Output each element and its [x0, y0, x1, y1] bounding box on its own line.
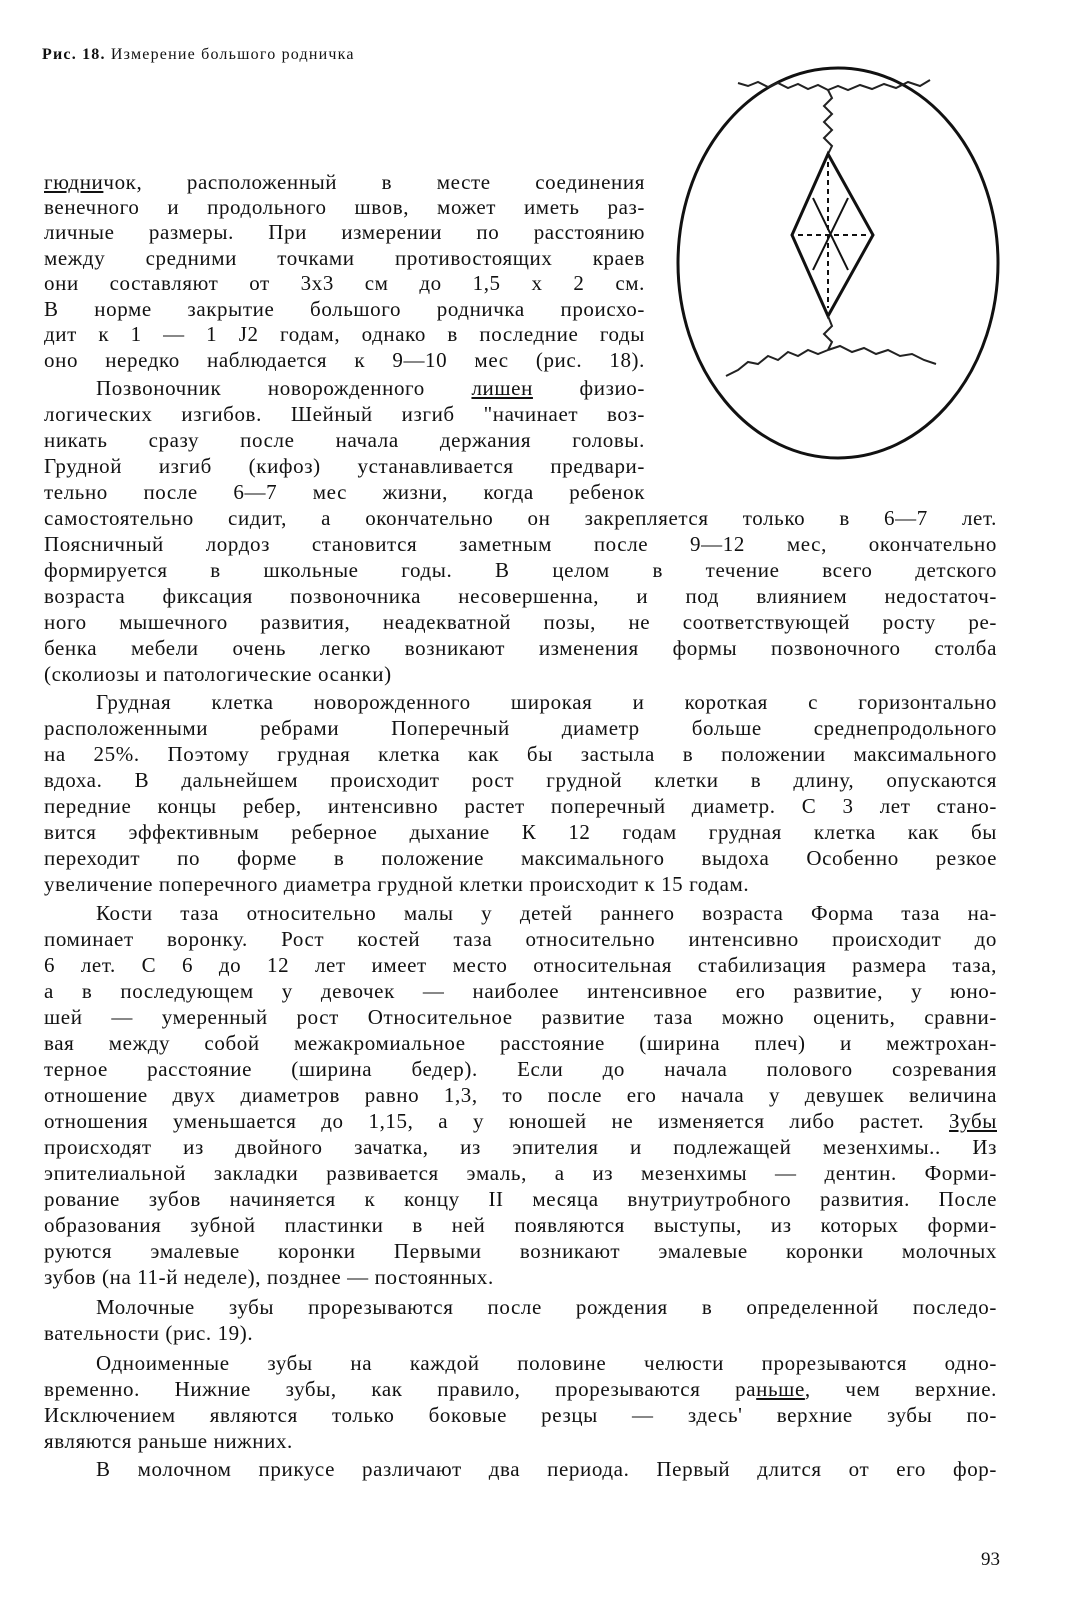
text-line	[44, 871, 997, 897]
text-line	[44, 245, 645, 271]
text-line	[44, 926, 997, 952]
coronal-suture-right	[828, 80, 930, 90]
line-segment: никать сразу после начала держания головы.	[44, 428, 645, 452]
line-segment: бенка мебели очень легко возникают изменения формы позвоночного столба	[44, 636, 997, 660]
line-segment: эпителиальной закладки развивается эмаль, а из мезенхимы — дентин. Форми-	[44, 1161, 997, 1185]
line-segment: В молочном прикусе различают два периода. Первый длится от его фор-	[96, 1457, 997, 1481]
underlined-word: гюдни	[44, 170, 104, 194]
figure-caption	[42, 46, 355, 64]
line-segment: Исключением являются только боковые резцы — здесь' верхние зубы по-	[44, 1403, 997, 1427]
text-line	[44, 270, 645, 296]
line-segment: (сколиозы и патологические осанки)	[44, 662, 392, 686]
line-segment: Поясничный лордоз становится заметным после 9—12 мес, окончательно	[44, 532, 997, 556]
line-segment: поминает воронку. Рост костей таза относительно интенсивно происходит до	[44, 927, 997, 951]
text-line	[44, 479, 645, 505]
line-segment: Позвоночник новорожденного	[96, 376, 472, 400]
text-line	[44, 1212, 997, 1238]
page-number: 93	[981, 1549, 1000, 1570]
line-segment: В норме закрытие большого родничка происхо-	[44, 297, 645, 321]
line-segment: шей — умеренный рост Относительное развитие таза можно оценить, сравни-	[44, 1005, 997, 1029]
text-line	[44, 741, 997, 767]
line-segment: временно. Нижние зубы, как правило, прорезываются ра	[44, 1377, 757, 1401]
text-line	[44, 1004, 997, 1030]
text-line	[44, 1160, 997, 1186]
text-line	[44, 347, 645, 373]
line-segment: Грудная клетка новорожденного широкая и короткая с горизонтально	[96, 690, 997, 714]
line-segment: терное расстояние (ширина бедер). Если до начала полового созревания	[44, 1057, 997, 1081]
text-line	[44, 609, 997, 635]
skull-outline	[678, 68, 998, 458]
line-segment: Одноименные зубы на каждой половине челюсти прорезываются одно-	[96, 1351, 997, 1375]
text-line	[44, 557, 997, 583]
text-line	[44, 1376, 997, 1402]
line-segment: вится эффективным реберное дыхание К 12 годам грудная клетка как бы	[44, 820, 997, 844]
line-segment: а в последующем у девочек — наиболее интенсивное его развитие, у юно-	[44, 979, 997, 1003]
text-line	[96, 900, 997, 926]
line-segment: вая между собой межакромиальное расстояние (ширина плеч) и межтрохан-	[44, 1031, 997, 1055]
line-segment: зубов (на 11-й неделе), позднее — постоянных.	[44, 1265, 494, 1289]
line-segment: увеличение поперечного диаметра грудной клетки происходит к 15 годам.	[44, 872, 750, 896]
line-segment: , чем верхние.	[804, 1377, 998, 1401]
line-segment: ного мышечного развития, неадекватной позы, не соответствующей росту ре-	[44, 610, 997, 634]
line-segment: дит к 1 — 1 J2 годам, однако в последние годы	[44, 322, 645, 346]
text-line	[96, 689, 997, 715]
text-line	[44, 194, 645, 220]
line-segment: возраста фиксация позвоночника несовершенна, и под влиянием недостаточ-	[44, 584, 997, 608]
line-segment: они составляют от 3x3 см до 1,5 x 2 см.	[44, 271, 645, 295]
line-segment: между средними точками противостоящих краев	[44, 246, 645, 270]
line-segment: самостоятельно сидит, а окончательно он закрепляется только в 6—7 лет.	[44, 506, 997, 530]
text-line	[44, 1402, 997, 1428]
text-line	[44, 1056, 997, 1082]
line-segment: логических изгибов. Шейный изгиб "начинает воз-	[44, 402, 645, 426]
line-segment: Кости таза относительно малы у детей раннего возраста Форма таза на-	[96, 901, 997, 925]
text-line	[44, 453, 645, 479]
text-line	[44, 169, 645, 195]
line-segment: отношение двух диаметров равно 1,3, то после его начала у девушек величина	[44, 1083, 997, 1107]
line-segment: 6 лет. С 6 до 12 лет имеет место относительная стабилизация размера таза,	[44, 953, 997, 977]
lambdoid-suture-stem	[824, 316, 832, 350]
line-segment: происходят из двойного зачатка, из эпителия и подлежащей мезенхимы.. Из	[44, 1135, 997, 1159]
caption-text: Измерение большого родничка	[105, 46, 355, 63]
text-line	[44, 1428, 997, 1454]
text-line	[44, 219, 645, 245]
line-segment: физио-	[532, 376, 646, 400]
underlined-word: ньше	[756, 1377, 805, 1401]
line-segment: венечного и продольного швов, может иметь раз-	[44, 195, 645, 219]
text-line	[44, 583, 997, 609]
text-line	[44, 401, 645, 427]
coronal-suture-left	[738, 82, 828, 90]
line-segment: формируется в школьные годы. В целом в течение всего детского	[44, 558, 997, 582]
measure-arrows	[798, 162, 866, 308]
text-line	[96, 1456, 997, 1482]
line-segment: на 25%. Поэтому грудная клетка как бы застыла в положении максимального	[44, 742, 997, 766]
fontanelle-rhombus	[792, 154, 873, 316]
line-segment: Молочные зубы прорезываются после рождения в определенной последо-	[96, 1295, 997, 1319]
lambdoid-suture-right	[828, 346, 936, 364]
text-line	[96, 375, 645, 401]
line-segment: передние концы ребер, интенсивно растет поперечный диаметр. С 3 лет стано-	[44, 794, 997, 818]
text-line	[44, 767, 997, 793]
text-line	[44, 1030, 997, 1056]
text-line	[96, 1294, 997, 1320]
line-segment: личные размеры. При измерении по расстоянию	[44, 220, 645, 244]
text-line	[44, 1320, 997, 1346]
line-segment: образования зубной пластинки в ней появляются выступы, из которых форми-	[44, 1213, 997, 1237]
text-line	[44, 1082, 997, 1108]
text-line	[44, 845, 997, 871]
line-segment: рование зубов начиняется к концу II месяца внутриутробного развития. После	[44, 1187, 997, 1211]
text-line	[44, 1108, 997, 1134]
text-line	[44, 793, 997, 819]
text-line	[44, 531, 997, 557]
text-line	[44, 505, 997, 531]
text-line	[44, 1186, 997, 1212]
caption-label: Рис. 18.	[42, 46, 106, 63]
line-segment: отношения уменьшается до 1,15, а у юношей не изменяется либо растет.	[44, 1109, 950, 1133]
line-segment: вдоха. В дальнейшем происходит рост грудной клетки в длину, опускаются	[44, 768, 997, 792]
text-line	[44, 1134, 997, 1160]
text-line	[44, 661, 997, 687]
line-segment: вательности (рис. 19).	[44, 1321, 254, 1345]
line-segment: тельно после 6—7 мес жизни, когда ребенок	[44, 480, 645, 504]
underlined-word: Зубы	[949, 1109, 997, 1133]
text-line	[44, 715, 997, 741]
text-line	[44, 978, 997, 1004]
text-line	[44, 321, 645, 347]
text-line	[96, 1350, 997, 1376]
text-line	[44, 1238, 997, 1264]
sagittal-suture	[824, 90, 832, 154]
underlined-word: лишен	[471, 376, 533, 400]
text-line	[44, 819, 997, 845]
line-segment: оно нередко наблюдается к 9—10 мес (рис. 18).	[44, 348, 645, 372]
line-segment: расположенными ребрами Поперечный диаметр больше среднепродольного	[44, 716, 997, 740]
line-segment: руются эмалевые коронки Первыми возникают эмалевые коронки молочных	[44, 1239, 997, 1263]
line-segment: Грудной изгиб (кифоз) устанавливается предвари-	[44, 454, 645, 478]
text-line	[44, 296, 645, 322]
fontanelle-skull-figure	[668, 58, 1008, 468]
line-segment: чок, расположенный в месте соединения	[103, 170, 645, 194]
text-line	[44, 1264, 997, 1290]
lambdoid-suture-left	[726, 350, 828, 376]
line-segment: переходит по форме в положение максимального выдоха Особенно резкое	[44, 846, 997, 870]
line-segment: являются раньше нижних.	[44, 1429, 293, 1453]
text-line	[44, 427, 645, 453]
text-line	[44, 635, 997, 661]
text-line	[44, 952, 997, 978]
